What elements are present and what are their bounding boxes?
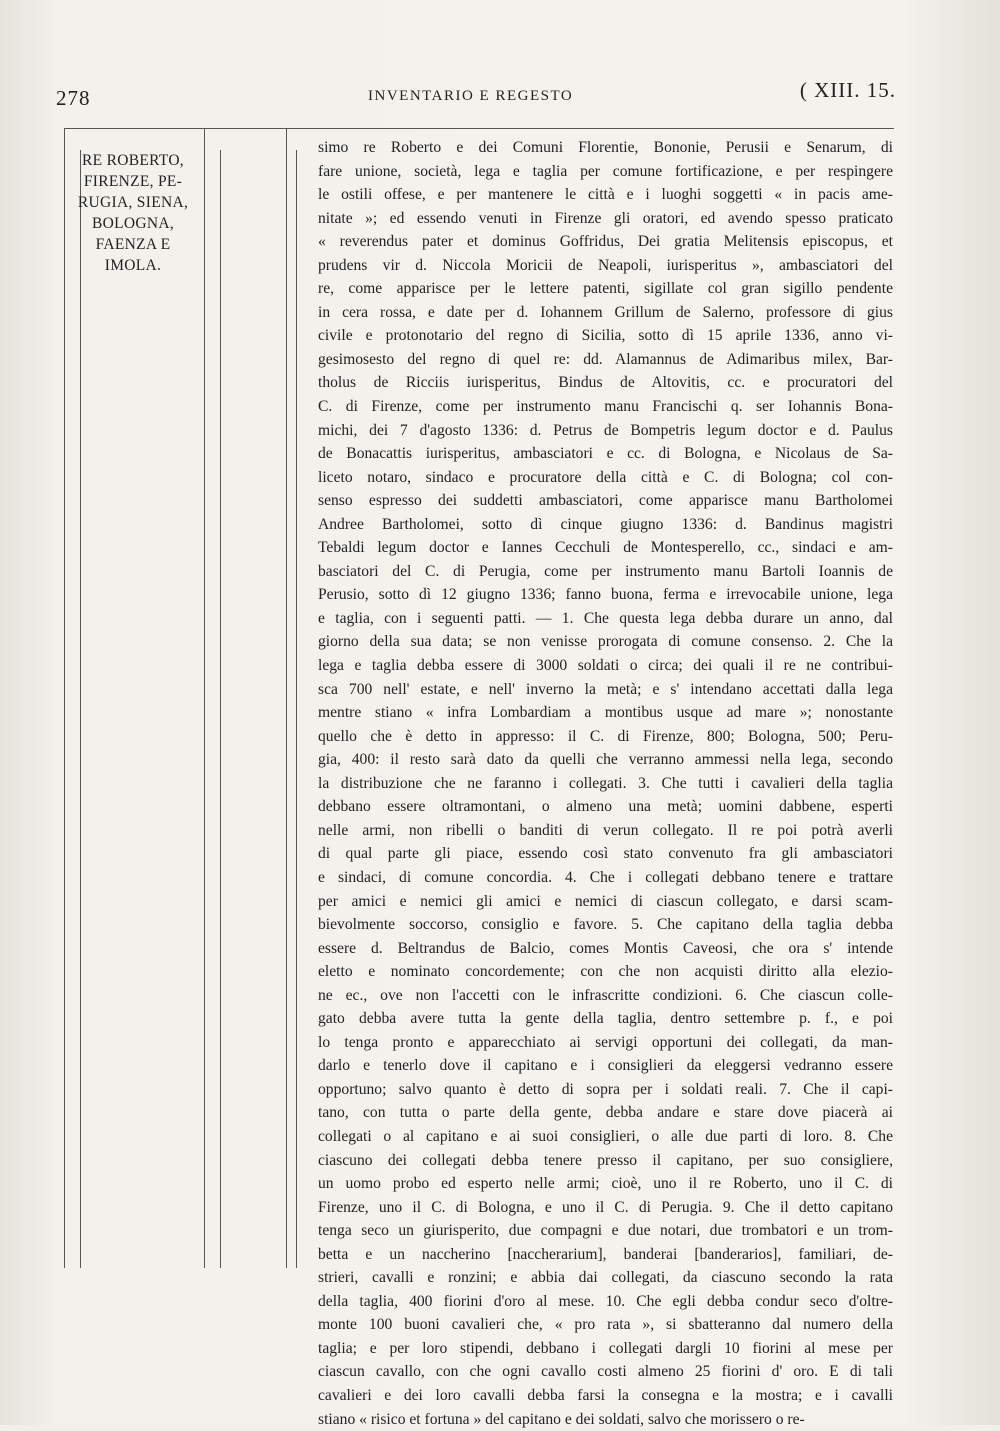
- body-line: Tebaldi legum doctor e Iannes Cecchuli de Montesperello, cc., sindaci e am-: [318, 539, 893, 557]
- column-rule: [80, 150, 81, 1268]
- body-line: ciascun cavallo, con che ogni cavallo costi almeno 25 fiorini d' oro. E di tali: [318, 1363, 893, 1381]
- body-line: strieri, cavalli e ronzini; e abbia dai collegati, da ciascuno secondo la rata: [318, 1269, 893, 1287]
- running-reference: ( XIII. 15.: [799, 78, 896, 102]
- body-line: nitate »; ed essendo venuti in Firenze gli oratori, ed avendo spesso praticato: [318, 209, 893, 227]
- body-line: lega e taglia debba essere di 3000 soldati o circa; dei quali il re ne contribui-: [318, 657, 893, 675]
- body-line: la distribuzione che ne faranno i collegati. 3. Che tutti i cavalieri della taglia: [318, 774, 893, 792]
- body-line: opportuno; salvo quanto è detto di sopra per i soldati reali. 7. Che il capi-: [318, 1080, 893, 1098]
- body-line: gato debba avere tutta la gente della taglia, dentro settembre p. f., e poi: [318, 1010, 893, 1028]
- margin-note-line: IMOLA.: [104, 257, 162, 274]
- body-line: prudens vir d. Niccola Moricii de Neapoli, iurisperitus », ambasciatori del: [318, 256, 893, 274]
- column-rule: [220, 150, 221, 1268]
- body-line: lo tenga pronto e apparecchiato ai servigi opportuni dei collegati, da man-: [318, 1033, 893, 1051]
- body-line: tholus de Ricciis iurisperitus, Bindus de Altovitis, cc. e procuratori del: [318, 374, 893, 392]
- body-line: michi, dei 7 d'agosto 1336: d. Petrus de Bompetris legum doctor e d. Paulus: [318, 421, 893, 439]
- table-top-rule: [64, 128, 894, 129]
- margin-note-line: RUGIA, SIENA,: [77, 194, 189, 211]
- body-line: stiano « risico et fortuna » del capitano e dei soldati, salvo che morissero o re-: [318, 1410, 805, 1428]
- page-number: 278: [56, 86, 91, 110]
- body-line: quello che è detto in appresso: il C. di Firenze, 800; Bologna, 500; Peru-: [318, 727, 893, 745]
- margin-note: [66, 150, 200, 276]
- body-line: gesimosesto del regno di quel re: dd. Alamannus de Adimaribus milex, Bar-: [318, 350, 893, 368]
- body-line: tano, con tutta o parte della gente, debba andare e stare dove piacerà ai: [318, 1104, 893, 1122]
- body-line: Perusio, sotto dì 12 giugno 1336; fanno buona, ferma e irrevocabile unione, lega: [318, 586, 893, 604]
- body-line: Andree Bartholomei, sotto dì cinque giugno 1336: d. Bandinus magistri: [318, 515, 893, 533]
- body-line: civile e protonotario del regno di Sicilia, sotto dì 15 aprile 1336, anno vi-: [318, 327, 893, 345]
- body-line: fare unione, società, lega e taglia per comune fortificazione, e per respingere: [318, 162, 893, 180]
- body-line: gia, 400: il resto sarà dato da quelli che verranno ammessi nella lega, secondo: [318, 751, 893, 769]
- body-line: monte 100 buoni cavalieri che, « pro rata », si sbatteranno dal numero della: [318, 1316, 893, 1334]
- body-line: e sindaci, di comune concordia. 4. Che i collegati debbano tenere e trattare: [318, 868, 893, 886]
- margin-note-line: BOLOGNA,: [91, 215, 175, 232]
- body-line: taglia; e per loro stipendi, debbano i collegati dargli 10 fiorini al mese per: [318, 1339, 893, 1357]
- body-line: essere d. Beltrandus de Balcio, comes Montis Caveosi, che ora s' intende: [318, 939, 893, 957]
- body-line: mentre stiano « infra Lombardiam a montibus usque ad mare »; nonostante: [318, 704, 893, 722]
- body-line: sca 700 nell' estate, e nell' inverno la metà; e s' intendano accettati dalla lega: [318, 680, 893, 698]
- body-line: betta e un naccherino [naccherarium], banderai [banderarios], familiari, de-: [318, 1245, 893, 1263]
- body-line: in cera rossa, e date per d. Iohannem Grillum de Salerno, professore di gius: [318, 303, 893, 321]
- body-line: giorno della sua data; se non venisse prorogata di comune consenso. 2. Che la: [318, 633, 893, 651]
- body-line: ciascuno dei collegati debba tenere presso il capitano, per suo consigliere,: [318, 1151, 893, 1169]
- body-line: de Bonacattis iurisperitus, ambasciatori e cc. di Bologna, e Nicolaus de Sa-: [318, 445, 893, 463]
- body-line: senso espresso dei suddetti ambasciatori, come apparisce manu Bartholomei: [318, 492, 893, 510]
- running-head: [56, 78, 896, 118]
- body-line: C. di Firenze, come per instrumento manu Francischi q. ser Iohannis Bona-: [318, 398, 893, 416]
- body-line: liceto notaro, sindaco e procuratore della città e C. di Bologna; col con-: [318, 468, 893, 486]
- body-line: darlo e tenerlo dove il capitano e i consiglieri da eleggersi vedranno essere: [318, 1057, 893, 1075]
- body-line: per amici e nemici gli amici e nemici di ciascun collegato, e darsi scam-: [318, 892, 893, 910]
- body-line: simo re Roberto e dei Comuni Florentie, Bononie, Perusii e Senarum, di: [318, 139, 893, 156]
- body-line: debbano essere oltramontani, o almeno una metà; uomini dabbene, esperti: [318, 798, 893, 816]
- body-line: ne ec., ove non l'accetti con le infrascritte condizioni. 6. Che ciascun colle-: [318, 986, 893, 1004]
- body-line: nelle armi, non ribelli o banditi di verun collegato. Il re poi potrà averli: [318, 821, 893, 839]
- body-line: della taglia, 400 fiorini d'oro al mese. 10. Che egli debba condur seco d'oltre-: [318, 1292, 893, 1310]
- margin-note-line: FAENZA E: [95, 236, 171, 253]
- margin-note-line: FIRENZE, PE-: [83, 173, 183, 190]
- body-line: le ostili offese, e per mantenere le città e i luoghi soggetti « in pacis ame-: [318, 186, 893, 204]
- body-line: bievolmente soccorso, consiglio e favore. 5. Che capitano della taglia debba: [318, 916, 893, 934]
- body-line: e taglia, con i seguenti patti. — 1. Che questa lega debba durare un anno, dal: [318, 609, 893, 627]
- body-line: basciatori del C. di Perugia, come per instrumento manu Bartoli Ioannis de: [318, 562, 893, 580]
- body-line: cavalieri e dei loro cavalli debba farsi la consegna e la mostra; e i cavalli: [318, 1386, 893, 1404]
- body-line: di qual parte gli piace, essendo così stato convenuto fra gli ambasciatori: [318, 845, 893, 863]
- body-line: eletto e nominato concordemente; con che non acquisti diritto alla elezio-: [318, 963, 893, 981]
- body-line: « reverendus pater et dominus Goffridus, Dei gratia Melitensis episcopus, et: [318, 233, 893, 251]
- column-rule: [286, 128, 287, 1268]
- body-line: un uomo probo ed esperto nelle armi; cioè, uno il re Roberto, uno il C. di: [318, 1175, 893, 1193]
- body-text: [318, 136, 893, 1431]
- margin-note-line: RE ROBERTO,: [82, 152, 184, 169]
- body-line: tenga seco un giurisperito, due compagni e due notari, due trombatori e un trom-: [318, 1222, 893, 1240]
- body-line: collegati o al capitano e ai suoi consiglieri, o alle due parti di loro. 8. Che: [318, 1127, 893, 1145]
- body-line: Firenze, uno il C. di Bologna, e uno il C. di Perugia. 9. Che il detto capitano: [318, 1198, 893, 1216]
- column-rule: [296, 150, 297, 1268]
- running-title: INVENTARIO E REGESTO: [368, 88, 574, 104]
- body-line: re, come apparisce per le lettere patenti, sigillate col gran sigillo pendente: [318, 280, 893, 298]
- column-rule: [204, 128, 205, 1268]
- column-rule: [64, 128, 65, 1268]
